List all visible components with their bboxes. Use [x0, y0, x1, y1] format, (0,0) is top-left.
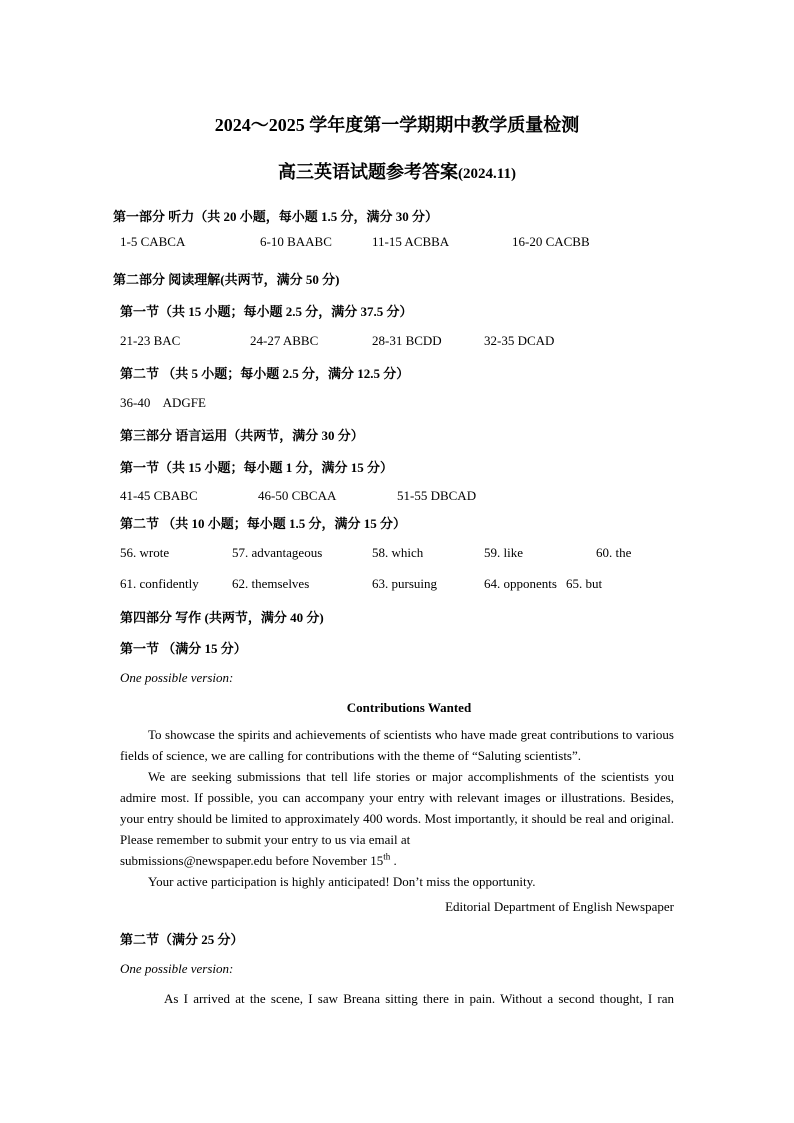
subtitle-date: (2024.11) — [458, 166, 516, 182]
answer-item: 64. opponents — [484, 576, 557, 591]
subtitle-main: 高三英语试题参考答案 — [278, 162, 459, 182]
part2-heading: 第二部分 阅读理解(共两节，满分 50 分) — [113, 272, 340, 287]
answer-group: 1-5 CABCA — [120, 234, 186, 249]
answer-item: 62. themselves — [232, 576, 310, 591]
answer-group: 6-10 BAABC — [260, 234, 332, 249]
part2-sec2-heading: 第二节 （共 5 小题；每小题 2.5 分，满分 12.5 分） — [120, 366, 410, 381]
answer-group: 28-31 BCDD — [372, 333, 442, 348]
part4-sec2-heading: 第二节（满分 25 分） — [120, 932, 244, 947]
essay-paragraph: To showcase the spirits and achievements of scientists who have made great contributions to various fields of science, we are calling for contributions with the theme of “Saluting scientists”. — [120, 727, 674, 763]
answer-item: 56. wrote — [120, 545, 170, 560]
essay-body — [120, 724, 674, 892]
part3-sec1-heading: 第一节（共 15 小题；每小题 1 分，满分 15 分） — [120, 460, 394, 475]
answer-item: 57. advantageous — [232, 545, 323, 560]
part4-sec1-heading: 第一节 （满分 15 分） — [120, 641, 247, 656]
part4-heading: 第四部分 写作 (共两节，满分 40 分) — [120, 610, 324, 625]
answer-item: 61. confidently — [120, 576, 199, 591]
answer-group: 24-27 ABBC — [250, 333, 319, 348]
answer-item: 60. the — [596, 545, 632, 560]
sentence-end: . — [390, 853, 397, 868]
essay-paragraph: Your active participation is highly anticipated! Don’t miss the opportunity. — [148, 874, 536, 889]
answer-group: 51-55 DBCAD — [397, 488, 477, 503]
page-title: 2024～2025 学年度第一学期期中教学质量检测 — [214, 115, 580, 135]
answer-item: 58. which — [372, 545, 424, 560]
answer-group: 46-50 CBCAA — [258, 488, 337, 503]
answer-group: 41-45 CBABC — [120, 488, 198, 503]
essay-paragraph-text: We are seeking submissions that tell life stories or major accomplishments of the scientists you admire most. If possible, you can accompany your entry with relevant images or illustrations. Besides, your entry should be limited to approximately 400 words. Most importantly, it should be real and original. Please remember to submit your entry to us via email at — [120, 769, 674, 847]
possible-version-label: One possible version: — [120, 961, 234, 976]
essay-signature: Editorial Department of English Newspaper — [445, 899, 674, 914]
answer-group: 21-23 BAC — [120, 333, 181, 348]
essay-paragraph — [120, 766, 674, 850]
essay-paragraph-end — [120, 850, 674, 871]
answer-item: 65. but — [566, 576, 603, 591]
possible-version-label: One possible version: — [120, 670, 234, 685]
story-first-line: As I arrived at the scene, I saw Breana sitting there in pain. Without a second thought, I ran — [164, 991, 674, 1006]
part3-heading: 第三部分 语言运用（共两节，满分 30 分） — [120, 428, 364, 443]
answer-group: 36-40 ADGFE — [120, 395, 206, 410]
submission-email: submissions@newspaper.edu before November 15 — [120, 853, 384, 868]
part2-sec1-heading: 第一节（共 15 小题；每小题 2.5 分，满分 37.5 分） — [120, 304, 413, 319]
page-subtitle — [0, 158, 794, 184]
essay-title: Contributions Wanted — [346, 700, 472, 715]
answer-group: 11-15 ACBBA — [372, 234, 450, 249]
answer-item: 63. pursuing — [372, 576, 437, 591]
part3-sec2-heading: 第二节 （共 10 小题；每小题 1.5 分，满分 15 分） — [120, 516, 407, 531]
answer-group: 32-35 DCAD — [484, 333, 555, 348]
part1-heading: 第一部分 听力（共 20 小题，每小题 1.5 分，满分 30 分） — [113, 209, 439, 224]
answer-group: 16-20 CACBB — [512, 234, 590, 249]
answer-item: 59. like — [484, 545, 523, 560]
date-suffix: th — [383, 851, 391, 862]
